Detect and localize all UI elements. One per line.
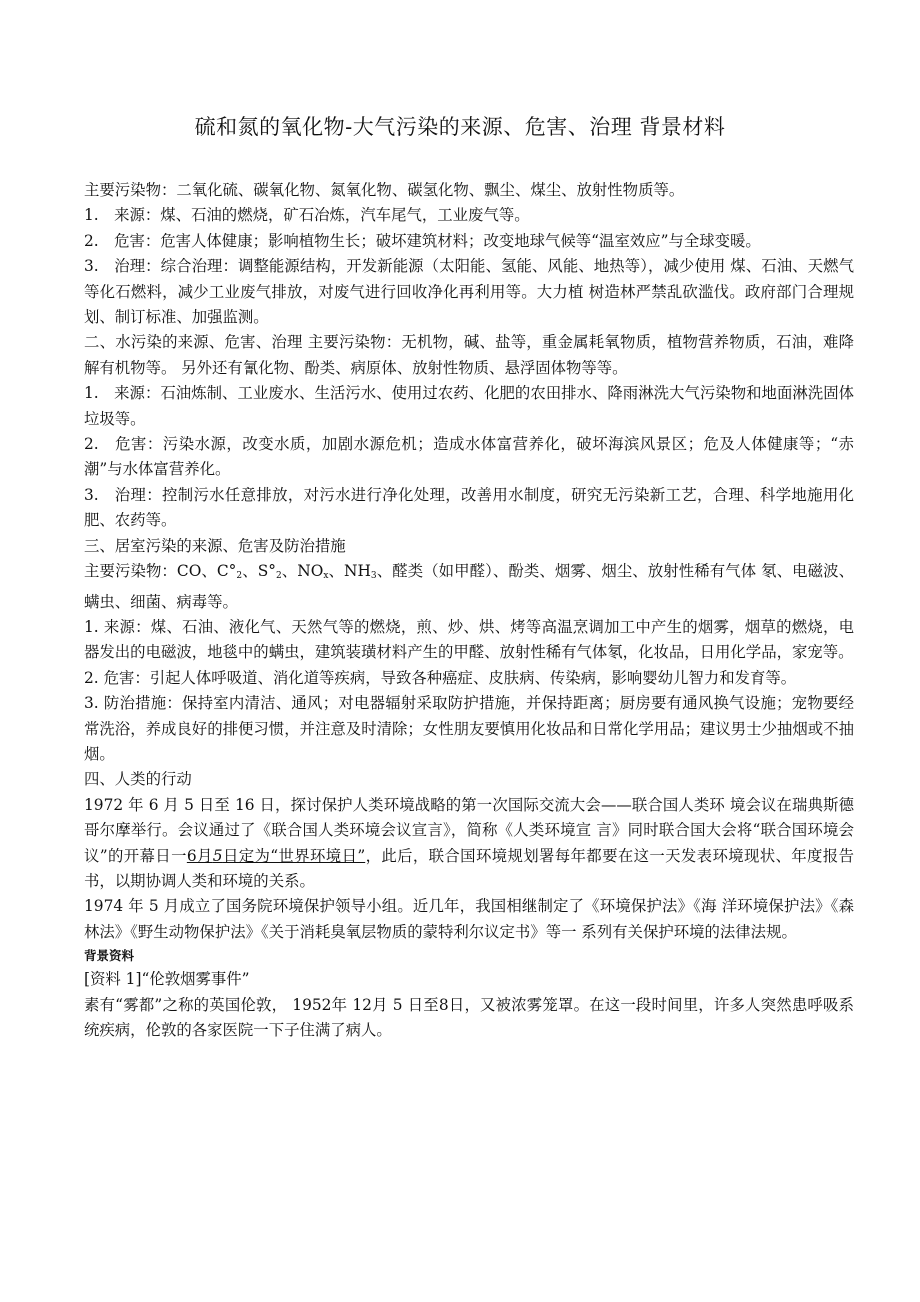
indoor-pollutants-e: 、醛类（如甲醛）、酚类、烟雾、烟尘、放射性稀有气体 氡、电磁波、螨虫、细菌、病毒等。 [84,562,854,611]
actions-heading: 四、人类的行动 [84,770,192,789]
indoor-subscript-2: 2 [275,571,282,582]
indoor-pollutants-b: 、S° [242,562,276,581]
document-body [84,178,854,1043]
indoor-heading: 三、居室污染的来源、危害及防治措施 [84,536,346,555]
world-environment-day-link [187,847,365,865]
indoor-pollutants-a: 主要污染物：CO、C° [84,562,237,581]
indoor-pollutants-d: 、NH [328,562,371,581]
indoor-pollutants-paragraph [84,559,854,615]
water-heading-paragraph: 二、水污染的来源、危害、治理 主要污染物：无机物，碱、盐等，重金属耗氧物质，植物营养物质，石油，难降解有机物等。 另外还有氰化物、酚类、病原体、放射性物质、悬浮固体物等等。 [84,333,854,377]
actions-p1-text-a: 1972 年 6 月 5 日至 16 日，探讨保护人类环境战略的第一次国际交流大会——联合国人类环 境会议在瑞典斯德哥尔摩举行。会议通过了《联合国人类环境会议宣言》，简称《人类环境宣 言》同时联合国大会将“联合国环境会议”的开幕日一 [84,795,854,865]
water-harm-paragraph: 2. 危害：污染水源，改变水质，加剧水源危机；造成水体富营养化，破坏海滨风景区；危及人体健康等；“赤潮”与水体富营养化。 [84,435,854,479]
indoor-harm-paragraph: 2. 危害：引起人体呼吸道、消化道等疾病，导致各种癌症、皮肤病、传染病，影响婴幼儿智力和发育等。 [84,668,797,687]
background-label: 背景资料 [84,948,135,964]
actions-p1-underlined-c: 日定为“世界环境日” [222,846,366,865]
air-pollutants-paragraph: 主要污染物：二氧化硫、碳氧化物、氮氧化物、碳氢化物、飘尘、煤尘、放射性物质等。 [84,181,685,199]
actions-p1-underlined-a: 6月 [186,846,213,865]
actions-p1-underlined-b: 5 [212,846,223,865]
air-treatment-paragraph: 3. 治理：综合治理：调整能源结构，开发新能源（太阳能、氢能、风能、地热等），减少使用 煤、石油、天燃气等化石燃料，减少工业废气排放，对废气进行回收净化再利用等。大力植 树造林严禁乱砍滥伐。政府部门合理规划、制订标准、加强监测。 [84,257,854,327]
document-title: 硫和氮的氧化物-大气污染的来源、危害、治理 背景材料 [194,115,726,139]
indoor-subscript-3: x [323,571,329,582]
actions-p1-text-b: ，此后，联合国环境规划署每年都要在这一天发表环境现状、年度报告书，以期协调人类和环境的关系。 [84,846,854,890]
actions-paragraph-1 [84,793,854,895]
actions-paragraph-2: 1974 年 5 月成立了国务院环境保护领导小组。近几年，我国相继制定了《环境保护法》《海 洋环境保护法》《森林法》《野生动物保护法》《关于消耗臭氧层物质的蒙特利尔议定书》等一 系列有关保护环境的法律法规。 [84,897,854,941]
air-source-paragraph: 1. 来源：煤、石油的燃烧，矿石冶炼，汽车尾气，工业废气等。 [84,206,530,225]
water-source-paragraph: 1. 来源：石油炼制、工业废水、生活污水、使用过农药、化肥的农田排水、降雨淋洗大气污染物和地面淋洗固体垃圾等。 [84,384,854,428]
indoor-prevention-paragraph: 3. 防治措施：保持室内清洁、通风；对电器辐射采取防护措施，并保持距离；厨房要有通风换气设施；宠物要经常洗浴，养成良好的排便习惯，并注意及时清除；女性朋友要慎用化妆品和日常化学用品；建议男士少抽烟或不抽烟。 [84,694,854,763]
water-treatment-paragraph: 3. 治理：控制污水任意排放，对污水进行净化处理，改善用水制度，研究无污染新工艺，合理、科学地施用化肥、农药等。 [84,485,854,530]
indoor-subscript-4: 3 [370,571,377,582]
indoor-subscript-1: 2 [236,571,243,582]
indoor-pollutants-c: 、NO [281,562,324,581]
indoor-source-paragraph: 1. 来源：煤、石油、液化气、天然气等的燃烧，煎、炒、烘、烤等高温烹调加工中产生的烟雾，烟草的燃烧，电器发出的电磁波，地毯中的螨虫，建筑装璜材料产生的甲醛、放射性稀有气体氡，化妆品，日用化学品，家宠等。 [84,617,854,662]
air-harm-paragraph: 2. 危害：危害人体健康；影响植物生长；破坏建筑材料；改变地球气候等“温室效应”与全球变暖。 [84,231,761,250]
background-item1-text: 素有“雾都”之称的英国伦敦， 1952年 12月 5 日至8日，又被浓雾笼罩。在这一段时间里，许多人突然患呼吸系统疾病，伦敦的各家医院一下子住满了病人。 [84,995,854,1039]
background-item1-title: [资料 1]“伦敦烟雾事件” [84,970,250,989]
